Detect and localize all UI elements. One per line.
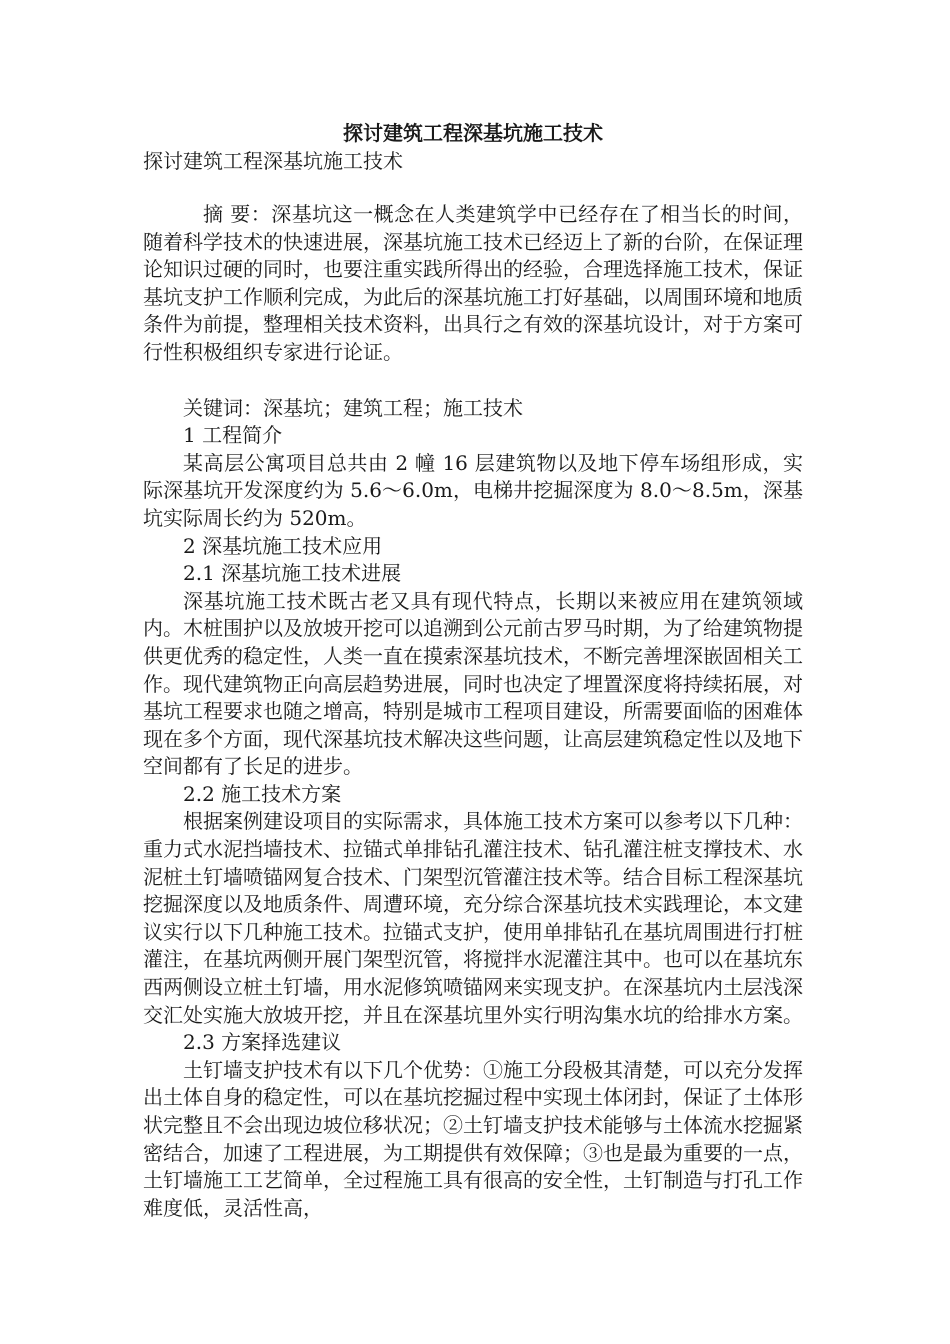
abstract-paragraph: 摘 要：深基坑这一概念在人类建筑学中已经存在了相当长的时间，随着科学技术的快速进展，深基坑施工技术已经迈上了新的台阶，在保证理论知识过硬的同时，也要注重实践所得出的经验，合理选择施工技术，保证基坑支护工作顺利完成，为此后的深基坑施工打好基础，以周围环境和地质条件为前提，整理相关技术资料，出具行之有效的深基坑设计，对于方案可行性积极组织专家进行论证。: [143, 202, 803, 364]
section-2-3-heading: 2.3 方案择选建议: [183, 1030, 342, 1055]
keywords-line: 关键词：深基坑；建筑工程；施工技术: [183, 395, 523, 420]
section-1-paragraph: 某高层公寓项目总共由 2 幢 16 层建筑物以及地下停车场组形成，实际深基坑开发深度约为 5.6～6.0m，电梯井挖掘深度为 8.0～8.5m，深基坑实际周长约为 520m。: [143, 450, 803, 530]
section-2-heading: 2 深基坑施工技术应用: [183, 533, 383, 558]
page-title: 探讨建筑工程深基坑施工技术: [343, 121, 603, 145]
section-2-3-paragraph: 土钉墙支护技术有以下几个优势：①施工分段极其清楚，可以充分发挥出土体自身的稳定性，可以在基坑挖掘过程中实现土体闭封，保证了土体形状完整且不会出现边坡位移状况；②土钉墙支护技术能够与土体流水挖掘紧密结合，加速了工程进展，为工期提供有效保障；③也是最为重要的一点，土钉墙施工工艺简单，全过程施工具有很高的安全性，土钉制造与打孔工作难度低，灵活性高，: [143, 1057, 803, 1220]
section-1-heading: 1 工程简介: [183, 423, 283, 448]
document-subtitle: 探讨建筑工程深基坑施工技术: [143, 149, 403, 173]
section-2-2-heading: 2.2 施工技术方案: [183, 781, 342, 806]
section-2-1-heading: 2.1 深基坑施工技术进展: [183, 561, 402, 586]
document-body: [143, 118, 803, 1222]
section-2-1-paragraph: 深基坑施工技术既古老又具有现代特点，长期以来被应用在建筑领域内。木桩围护以及放坡开挖可以追溯到公元前古罗马时期，为了给建筑物提供更优秀的稳定性，人类一直在摸索深基坑技术，不断完善埋深嵌固相关工作。现代建筑物正向高层趋势进展，同时也决定了埋置深度将持续拓展，对基坑工程要求也随之增高，特别是城市工程项目建设，所需要面临的困难体现在多个方面，现代深基坑技术解决这些问题，让高层建筑稳定性以及地下空间都有了长足的进步。: [143, 588, 803, 779]
section-2-2-paragraph: 根据案例建设项目的实际需求，具体施工技术方案可以参考以下几种：重力式水泥挡墙技术、拉锚式单排钻孔灌注技术、钻孔灌注桩支撑技术、水泥桩土钉墙喷锚网复合技术、门架型沉管灌注技术等。结合目标工程深基坑挖掘深度以及地质条件、周遭环境，充分综合深基坑技术实践理论，本文建议实行以下几种施工技术。拉锚式支护，使用单排钻孔在基坑周围进行打桩灌注，在基坑两侧开展门架型沉管，将搅拌水泥灌注其中。也可以在基坑东西两侧设立桩土钉墙，用水泥修筑喷锚网来实现支护。在深基坑内土层浅深交汇处实施大放坡开挖，并且在深基坑里外实行明沟集水坑的给排水方案。: [143, 809, 803, 1027]
